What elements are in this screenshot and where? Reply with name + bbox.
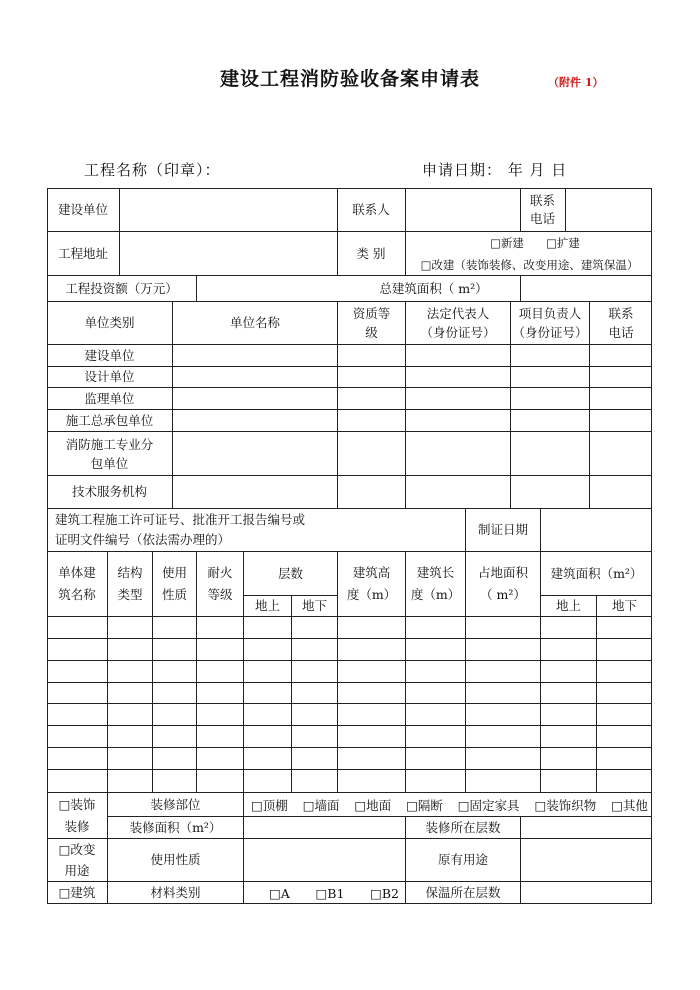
decoration-area-label: 装修面积（m²） [129, 819, 222, 835]
building-header-use: 使用 性质 [161, 565, 187, 602]
category-label: 类 别 [356, 245, 386, 261]
apply-date-label: 申请日期： 年 月 日 [422, 161, 568, 179]
contact-phone-label: 联系 电话 [529, 192, 555, 226]
wall-checkbox[interactable]: □墙面 [302, 797, 340, 813]
building-header-floors: 层数 [277, 565, 303, 581]
investment-field[interactable] [197, 276, 337, 301]
decoration-part-options [251, 793, 652, 816]
construction-unit-field[interactable] [120, 188, 337, 231]
partition-checkbox[interactable]: □隔断 [406, 797, 443, 813]
unit-type-supervision: 监理单位 [84, 390, 135, 406]
units-header-type: 单位类别 [84, 315, 135, 330]
reconstruction-checkbox[interactable]: □改建（装饰装修、改变用途、建筑保温） [420, 258, 639, 272]
unit-type-fire-subcontractor: 消防施工专业分 包单位 [65, 436, 154, 471]
ceiling-checkbox[interactable]: □顶棚 [251, 797, 288, 813]
application-form-table [47, 188, 652, 904]
other-checkbox[interactable]: □其他 [611, 797, 648, 813]
unit-type-tech-service: 技术服务机构 [71, 484, 147, 499]
units-header-phone: 联系 电话 [608, 306, 634, 340]
extension-checkbox[interactable]: □扩建 [546, 236, 580, 250]
issue-date-label: 制证日期 [477, 522, 528, 537]
decoration-floor-field[interactable] [521, 817, 652, 838]
construction-unit-label: 建设单位 [57, 201, 108, 217]
fabric-checkbox[interactable]: □装饰织物 [534, 797, 597, 813]
building-header-name: 单体建 筑名称 [58, 565, 96, 602]
floors-above-label: 地上 [254, 598, 280, 613]
original-use-label: 原有用途 [437, 852, 488, 867]
building-header-length: 建筑长 度（m） [410, 565, 461, 602]
class-a-checkbox[interactable]: □A [269, 885, 290, 901]
project-name-label: 工程名称（印章）： [84, 161, 221, 179]
decoration-checkbox[interactable]: □装饰 装修 [58, 796, 96, 834]
insulation-floor-field[interactable] [521, 882, 652, 904]
building-header-footprint: 占地面积 （ m²） [477, 565, 528, 602]
unit-type-general-contractor: 施工总承包单位 [65, 412, 154, 428]
building-header-area: 建筑面积（m²） [550, 565, 643, 581]
unit-type-design: 设计单位 [84, 369, 135, 384]
floors-below-label: 地下 [301, 598, 327, 613]
units-header-qualification: 资质等 级 [352, 306, 391, 340]
contact-person-field[interactable] [406, 188, 520, 231]
units-header-project-lead: 项目负责人 （身份证号） [512, 306, 588, 340]
contact-phone-field[interactable] [566, 188, 652, 231]
form-title: 建设工程消防验收备案申请表 [219, 68, 480, 90]
total-area-field[interactable] [521, 276, 652, 301]
insulation-floor-label: 保温所在层数 [425, 885, 501, 900]
floor-checkbox[interactable]: □地面 [354, 797, 392, 813]
area-below-label: 地下 [611, 598, 637, 613]
class-b2-checkbox[interactable]: □B2 [370, 885, 399, 901]
attachment-label: （附件 1） [548, 76, 604, 89]
insulation-checkbox[interactable]: □建筑 [58, 885, 96, 900]
usage-change-checkbox[interactable]: □改变 用途 [58, 842, 96, 878]
material-class-label: 材料类别 [150, 885, 201, 900]
use-nature-label: 使用性质 [150, 852, 201, 867]
total-area-label: 总建筑面积（ m²） [379, 280, 488, 296]
material-class-options [269, 882, 399, 904]
decoration-area-field[interactable] [244, 817, 405, 838]
units-header-name: 单位名称 [229, 315, 280, 330]
class-b1-checkbox[interactable]: □B1 [315, 885, 345, 901]
investment-label: 工程投资额（万元） [65, 280, 178, 296]
contact-person-label: 联系人 [352, 201, 390, 217]
area-above-label: 地上 [555, 598, 581, 613]
original-use-field[interactable] [521, 839, 652, 881]
use-nature-field[interactable] [244, 839, 405, 881]
new-build-checkbox[interactable]: □新建 [490, 236, 524, 250]
building-header-fire-rating: 耐火 等级 [207, 565, 233, 602]
project-address-label: 工程地址 [57, 245, 108, 261]
decoration-part-label: 装修部位 [150, 796, 201, 812]
permit-number-label: 建筑工程施工许可证号、批准开工报告编号或 证明文件编号（依法需办理的） [55, 512, 306, 547]
building-header-structure: 结构 类型 [117, 565, 143, 602]
fixed-furniture-checkbox[interactable]: □固定家具 [457, 797, 520, 813]
issue-date-field[interactable] [541, 509, 652, 551]
project-address-field[interactable] [120, 232, 337, 275]
building-header-height: 建筑高 度（m） [346, 565, 397, 602]
units-header-legal-rep: 法定代表人 （身份证号） [420, 306, 496, 340]
unit-type-construction: 建设单位 [84, 347, 135, 363]
decoration-floor-label: 装修所在层数 [425, 819, 501, 835]
